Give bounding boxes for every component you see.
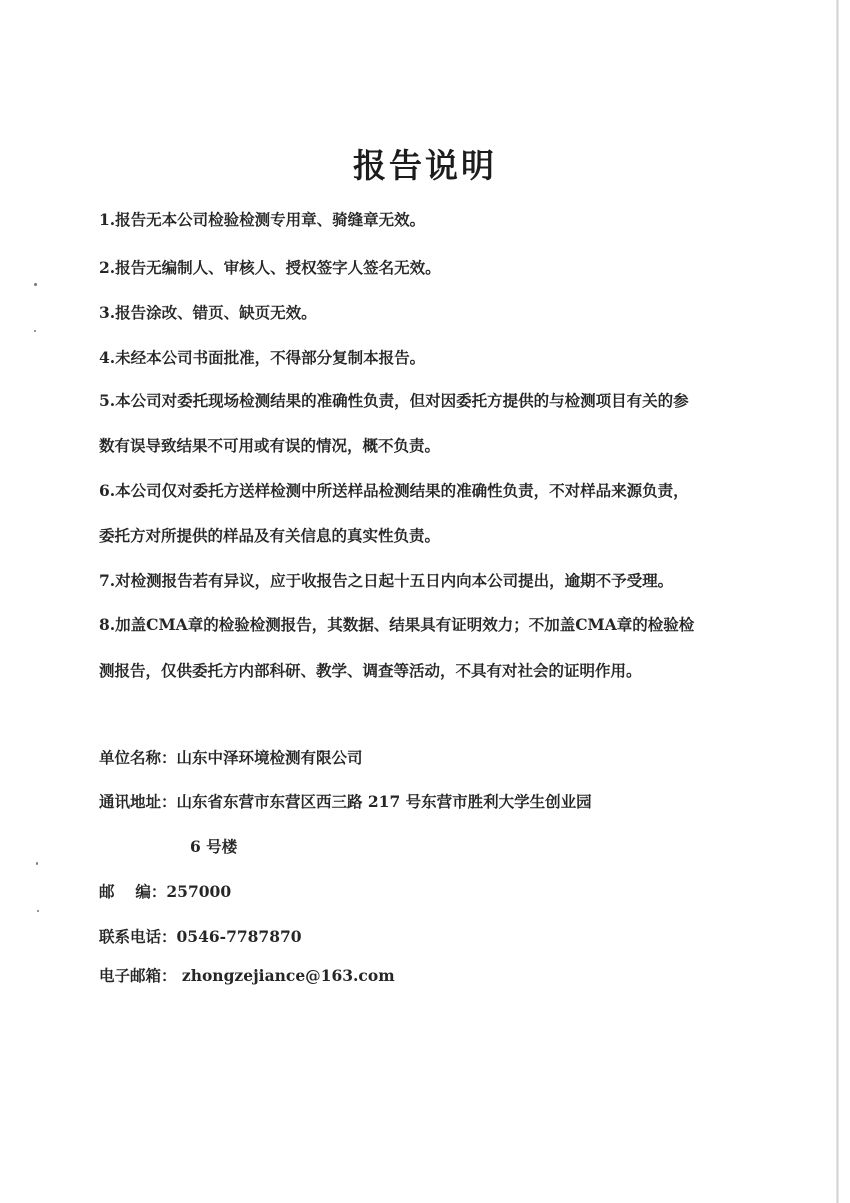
- note-7: 7.对检测报告若有异议，应于收报告之日起十五日内向本公司提出，逾期不予受理。: [99, 571, 674, 590]
- email-address: 电子邮箱： zhongzejiance@163.com: [99, 966, 395, 985]
- note-8-line-1: 8.加盖CMA章的检验检测报告，其数据、结果具有证明效力；不加盖CMA章的检验检: [99, 615, 695, 634]
- note-3: 3.报告涂改、错页、缺页无效。: [99, 303, 317, 322]
- scan-speck: [34, 330, 36, 332]
- note-5-line-2: 数有误导致结果不可用或有误的情况，概不负责。: [99, 436, 441, 455]
- phone-number: 联系电话：0546-7787870: [99, 927, 302, 946]
- address-line-2: 6 号楼: [190, 837, 238, 856]
- note-6-line-1: 6.本公司仅对委托方送样检测中所送样品检测结果的准确性负责，不对样品来源负责，: [99, 481, 689, 500]
- note-6-line-2: 委托方对所提供的样品及有关信息的真实性负责。: [99, 526, 441, 545]
- address-line-1: 通讯地址：山东省东营市东营区西三路 217 号东营市胜利大学生创业园: [99, 792, 592, 811]
- note-2: 2.报告无编制人、审核人、授权签字人签名无效。: [99, 258, 441, 277]
- postcode: 邮 编：257000: [99, 882, 232, 901]
- note-8-line-2: 测报告，仅供委托方内部科研、教学、调查等活动，不具有对社会的证明作用。: [99, 661, 642, 680]
- note-5-line-1: 5.本公司对委托现场检测结果的准确性负责，但对因委托方提供的与检测项目有关的参: [99, 391, 689, 410]
- scan-speck: [36, 862, 38, 865]
- note-4: 4.未经本公司书面批准，不得部分复制本报告。: [99, 348, 426, 367]
- scan-speck: [34, 283, 37, 286]
- note-1: 1.报告无本公司检验检测专用章、骑缝章无效。: [99, 210, 426, 229]
- scan-speck: [37, 910, 39, 912]
- company-name: 单位名称：山东中泽环境检测有限公司: [99, 748, 363, 767]
- page-title: 报告说明: [353, 146, 497, 185]
